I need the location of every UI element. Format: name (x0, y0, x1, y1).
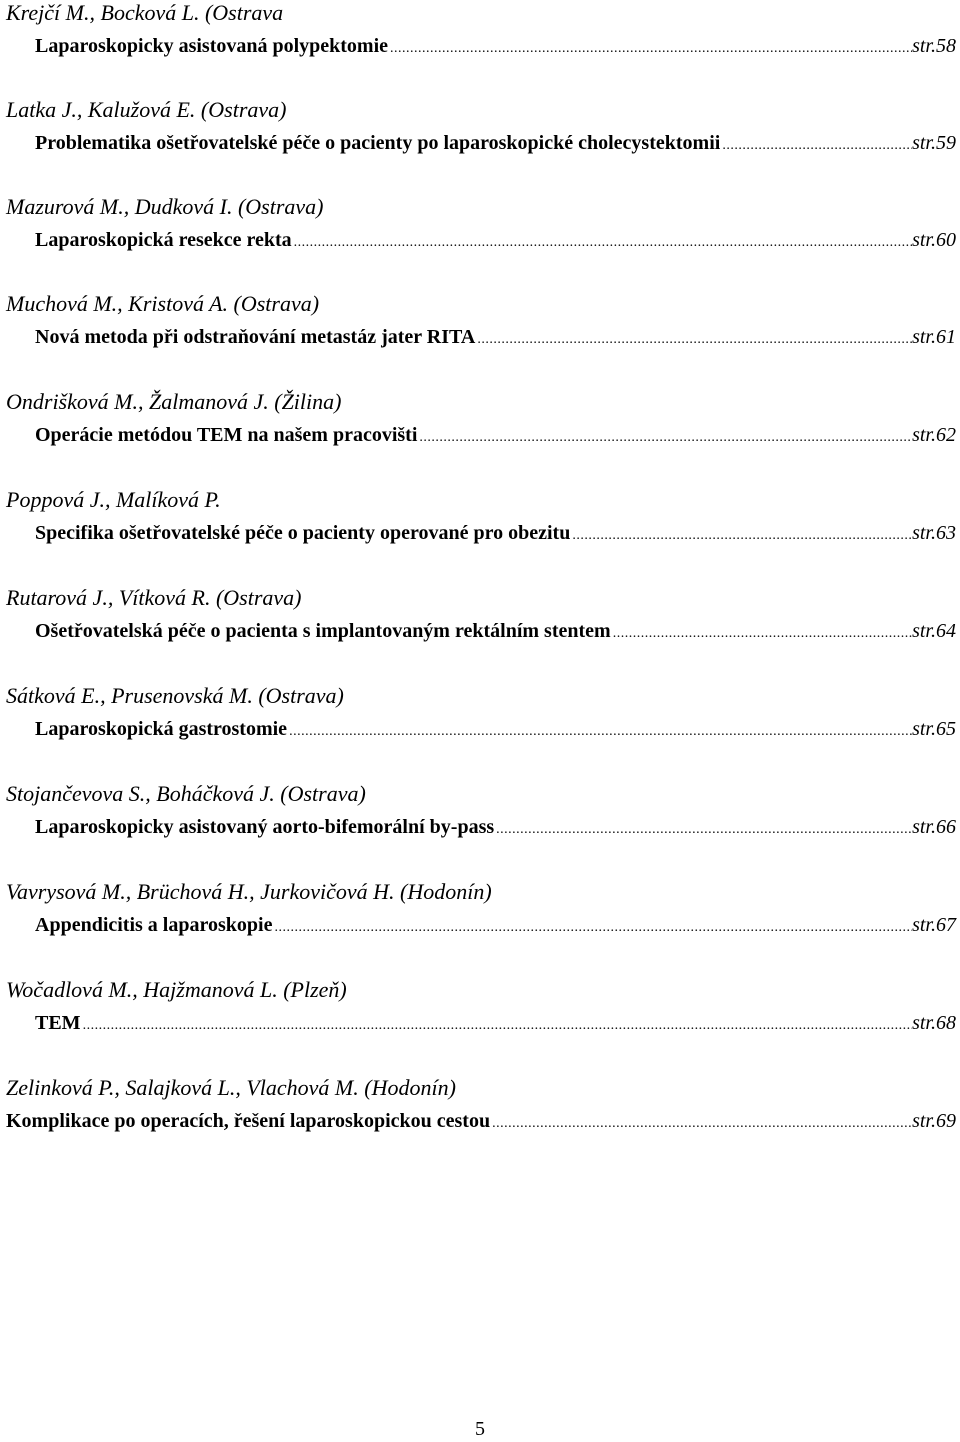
entry-title: Laparoskopicky asistovaná polypektomie (35, 35, 389, 57)
entry-title-line (35, 716, 956, 745)
entry-title-line (35, 912, 956, 941)
entry-title: Specifika ošetřovatelské péče o pacienty operované pro obezitu (35, 522, 571, 544)
entry-page-ref: str.64 (912, 620, 956, 642)
entry-title-line (35, 814, 956, 843)
entry-authors: Stojančevova S., Boháčková J. (Ostrava) (6, 781, 366, 806)
entry-title: Komplikace po operacích, řešení laparoskopickou cestou (6, 1110, 491, 1132)
entry-title: Nová metoda při odstraňování metastáz jater RITA (35, 326, 476, 348)
entry-page-ref: str.66 (912, 816, 956, 838)
entry-title-line (6, 1108, 956, 1137)
entry-page-ref: str.69 (912, 1110, 956, 1132)
dot-leader (572, 523, 912, 549)
entry-title: Appendicitis a laparoskopie (35, 914, 273, 936)
dot-leader (289, 719, 912, 745)
entry-authors: Wočadlová M., Hajžmanová L. (Plzeň) (6, 977, 347, 1002)
dot-leader (496, 817, 912, 843)
entry-authors: Mazurová M., Dudková I. (Ostrava) (6, 194, 324, 219)
entry-title: Laparoskopická gastrostomie (35, 718, 288, 740)
entry-page-ref: str.67 (912, 914, 956, 936)
entry-page-ref: str.59 (912, 132, 956, 154)
entry-title-line (35, 1010, 956, 1039)
entry-title-line (35, 33, 956, 62)
entry-authors: Vavrysová M., Brüchová H., Jurkovičová H. (Hodonín) (6, 879, 492, 904)
dot-leader (477, 327, 912, 353)
entry-title-line (35, 520, 956, 549)
dot-leader (492, 1111, 912, 1137)
page-number: 5 (475, 1418, 485, 1440)
entry-authors: Muchová M., Kristová A. (Ostrava) (6, 291, 320, 316)
entry-title: Problematika ošetřovatelské péče o pacienty po laparoskopické cholecystektomii (35, 132, 721, 154)
entry-page-ref: str.63 (912, 522, 956, 544)
entry-title: Ošetřovatelská péče o pacienta s implantovaným rektálním stentem (35, 620, 611, 642)
dot-leader (419, 425, 912, 451)
entry-title-line (35, 227, 956, 256)
dot-leader (274, 915, 912, 941)
entry-title: Operácie metódou TEM na našem pracovišti (35, 424, 418, 446)
entry-title-line (35, 324, 956, 353)
entry-title: TEM (35, 1012, 81, 1034)
entry-page-ref: str.65 (912, 718, 956, 740)
entry-title: Laparoskopická resekce rekta (35, 229, 292, 251)
entry-page-ref: str.58 (912, 35, 956, 57)
dot-leader (83, 1013, 913, 1039)
entry-page-ref: str.62 (912, 424, 956, 446)
entry-authors: Krejčí M., Bocková L. (Ostrava (6, 0, 284, 25)
dot-leader (722, 133, 912, 159)
entry-page-ref: str.68 (912, 1012, 956, 1034)
entry-page-ref: str.61 (912, 326, 956, 348)
entry-authors: Latka J., Kalužová E. (Ostrava) (6, 97, 287, 122)
entry-authors: Zelinková P., Salajková L., Vlachová M. (Hodonín) (6, 1075, 456, 1100)
dot-leader (390, 36, 912, 62)
entry-title-line (35, 618, 956, 647)
entry-authors: Poppová J., Malíková P. (6, 487, 221, 512)
entry-title-line (35, 422, 956, 451)
entry-title-line (35, 130, 956, 159)
dot-leader (613, 621, 912, 647)
entry-authors: Ondrišková M., Žalmanová J. (Žilina) (6, 389, 342, 414)
entry-title: Laparoskopicky asistovaný aorto-bifemorální by-pass (35, 816, 495, 838)
entry-authors: Rutarová J., Vítková R. (Ostrava) (6, 585, 302, 610)
entry-page-ref: str.60 (912, 229, 956, 251)
dot-leader (294, 230, 912, 256)
entry-authors: Sátková E., Prusenovská M. (Ostrava) (6, 683, 344, 708)
